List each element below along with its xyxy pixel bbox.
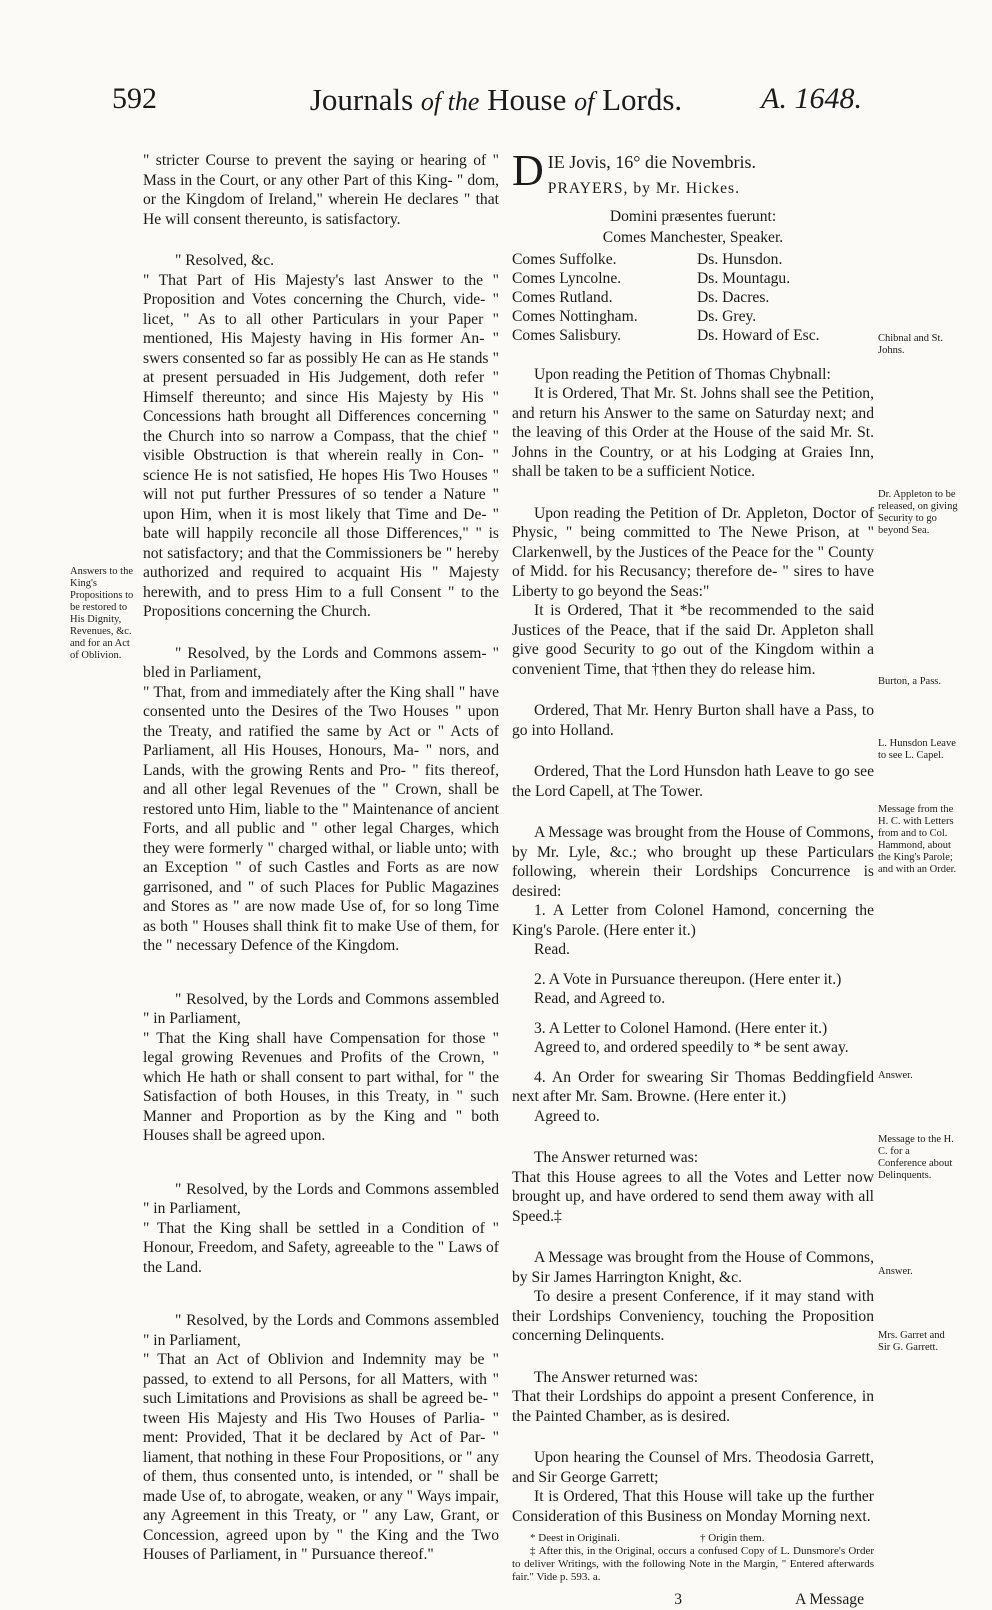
right-margin-note: Mrs. Garret and Sir G. Garrett. bbox=[878, 1330, 945, 1353]
catchword: A Message bbox=[795, 1591, 864, 1608]
attendee: Comes Salisbury. bbox=[512, 326, 622, 344]
footnote-b: † Origin them. bbox=[700, 1532, 765, 1544]
garrett-order: It is Ordered, That this House will take up the further Consideration of this Business on Monday Morning next. bbox=[512, 1488, 874, 1525]
item-1: 1. A Letter from Colonel Hamond, concerning the King's Parole. (Here enter it.) bbox=[512, 902, 874, 939]
right-margin-note: Message from the H. C. with Letters from and to Col. Hammond, about the King's Parole; and with an Order. bbox=[878, 804, 957, 875]
attendee: Comes Lyncolne. bbox=[512, 269, 622, 287]
answer-1: That this House agrees to all the Votes and Letter now brought up, and have ordered to send them away with all Speed.‡ bbox=[512, 1168, 874, 1225]
left-resolved-3: " Resolved, by the Lords and Commons assem- " bled in Parliament, bbox=[143, 644, 499, 681]
left-para-1: " stricter Course to prevent the saying or hearing of " Mass in the Court, or any other Part of this King- " dom, or the Kingdom of Ireland," wherein He declares " that He will consent thereunto, is satisfactory. bbox=[143, 152, 499, 228]
speaker-line: Comes Manchester, Speaker. bbox=[602, 229, 784, 246]
item-3-read: Agreed to, and ordered speedily to * be sent away. bbox=[534, 1039, 849, 1056]
item-4-read: Agreed to. bbox=[534, 1107, 600, 1125]
item-2: 2. A Vote in Pursuance thereupon. (Here enter it.) bbox=[534, 970, 842, 988]
right-margin-note: Message to the H. C. for a Conference about Delinquents. bbox=[878, 1134, 954, 1181]
title-house: House bbox=[487, 82, 567, 117]
attendee: Ds. Dacres. bbox=[697, 288, 770, 306]
attendee: Comes Suffolke. bbox=[512, 250, 617, 268]
burton-order: Ordered, That Mr. Henry Burton shall have a Pass, to go into Holland. bbox=[512, 702, 874, 739]
prayers-line: PRAYERS, by Mr. Hickes. bbox=[547, 180, 741, 197]
item-3: 3. A Letter to Colonel Hamond. (Here enter it.) bbox=[534, 1019, 828, 1037]
left-resolved-5: " Resolved, by the Lords and Commons assembled " in Parliament, bbox=[143, 1180, 499, 1217]
left-para-6: " That an Act of Oblivion and Indemnity may be " passed, to extend to all Persons, for all Matters, with " such Limitations and Provisions as shall be agreed be- " tween His Majesty and His Two Houses of Parlia- " ment: Provided, That it be declared by Act of Par- " liament, that nothing in these Four Propositions, or " any of them, thus consented unto, is intended, or " shall be made Use of, to abrogate, weaken, or any " Ways impair, any Agreement in this Treaty, or " any Law, Grant, or Concession, agreed upon by " the King and the Two Houses of Parliament, in " Pursuance thereof." bbox=[143, 1351, 499, 1563]
page-year: A. 1648. bbox=[761, 82, 862, 115]
answer-2-head: The Answer returned was: bbox=[534, 1368, 699, 1386]
page-number: 592 bbox=[112, 82, 157, 115]
date-text: IE Jovis, 16° die Novembris. bbox=[547, 152, 756, 172]
attendee: Comes Nottingham. bbox=[512, 307, 638, 325]
left-margin-note: Answers to the King's Propositions to be restored to His Dignity, Revenues, &c. and for an Act of Oblivion. bbox=[70, 566, 134, 661]
chybnall-petition: Upon reading the Petition of Thomas Chybnall: bbox=[534, 365, 831, 383]
attendee: Ds. Hunsdon. bbox=[697, 250, 783, 268]
answer-1-head: The Answer returned was: bbox=[534, 1149, 699, 1166]
item-1-read: Read. bbox=[534, 941, 570, 958]
appleton-order: It is Ordered, That it *be recommended to the said Justices of the Peace, that if the said Dr. Appleton shall give good Security to go out of the Kingdom within a convenient Time, that †then they do release him. bbox=[512, 602, 874, 678]
left-para-5: " That the King shall be settled in a Condition of " Honour, Freedom, and Safety, agreeable to the " Laws of the Land. bbox=[143, 1219, 499, 1276]
drop-cap: D bbox=[512, 146, 544, 195]
left-resolved-4: " Resolved, by the Lords and Commons assembled " in Parliament, bbox=[143, 990, 499, 1027]
signature-line bbox=[512, 1590, 874, 1610]
right-margin-note: Dr. Appleton to be released, on giving Security to go beyond Sea. bbox=[878, 489, 958, 536]
footnotes bbox=[512, 1532, 874, 1584]
left-resolved-2: " Resolved, &c. bbox=[175, 252, 275, 269]
left-para-4: " That the King shall have Compensation for those " legal growing Revenues and Profits of the Crown, " which He hath or shall consent to part withal, for " the Satisfaction of both Houses, in this Treaty, in " such Manner and Proportion as by the King and " both Houses shall be agreed upon. bbox=[143, 1029, 499, 1144]
present-line: Domini præsentes fuerunt: bbox=[609, 207, 777, 225]
hunsdon-order: Ordered, That the Lord Hunsdon hath Leave to go see the Lord Capell, at The Tower. bbox=[512, 763, 874, 800]
title-lords: Lords. bbox=[602, 82, 683, 117]
signature-mark: 3 bbox=[674, 1591, 683, 1608]
title-of: of bbox=[574, 87, 595, 116]
footnote-a: * Deest in Originali. bbox=[530, 1532, 620, 1544]
page-header bbox=[0, 82, 992, 124]
answer-2: That their Lordships do appoint a present Conference, in the Painted Chamber, as is desired. bbox=[512, 1388, 874, 1425]
attendee: Ds. Howard of Esc. bbox=[697, 326, 820, 344]
right-margin-note: Answer. bbox=[878, 1266, 913, 1277]
attendance-list bbox=[512, 250, 874, 345]
left-resolved-6: " Resolved, by the Lords and Commons assembled " in Parliament, bbox=[143, 1312, 499, 1349]
left-column bbox=[143, 151, 499, 1587]
right-margin-note: L. Hunsdon Leave to see L. Capel. bbox=[878, 738, 956, 761]
left-para-2: " That Part of His Majesty's last Answer to the " Proposition and Votes concerning the Church, vide- " licet, " As to all other Particulars in your Paper " mentioned, His Majesty having in His former An- " swers consented so far as possibly He can as He stands " at present persuaded in His Judgement, doth refer " Himself thereunto; and since His Majesty by His " Concessions hath brought all Differences concerning " the Church into so narrow a Compass, that the chief " visible Obstruction is that wherein really in Con- " science He is not satisfied, He hopes His Two Houses " will not put further Pressures of so tender a Nature " upon Him, when it is most likely that Time and De- " bate will happily reconcile all those Differences," " is not satisfactory; and that the Commissioners be " hereby authorized and required to acquaint His " Majesty herewith, and to press Him to a full Consent " to the Propositions concerning the Church. bbox=[143, 271, 499, 620]
left-para-3: " That, from and immediately after the King shall " have consented unto the Desires of the Two Houses " upon the Treaty, and ratified the same by Act or " Acts of Parliament, all His Houses, Honours, Ma- " nors, and Lands, with the growing Rents and Pro- " fits thereof, and all other legal Revenues of the " Crown, shall be restored unto Him, liable to the " Maintenance of ancient Forts, and all public and " other legal Charges, which they were formerly " charged withal, or liable unto; with an Exception " of such Castles and Forts as are now garrisoned, and " of such Places for Public Magazines and Stores as " are now made Use of, for so long Time as both " Houses shall think fit to make Use of them, for the " necessary Defence of the Kingdom. bbox=[143, 683, 499, 954]
appleton-petition: Upon reading the Petition of Dr. Appleton, Doctor of Physic, " being committed to The Newe Prison, at " Clarkenwell, by the Justices of the Peace for the " County of Midd. for his Recusancy; therefore de- " sires to have Liberty to go beyond the Seas:" bbox=[512, 504, 874, 600]
item-2-read: Read, and Agreed to. bbox=[534, 990, 666, 1007]
attendee: Ds. Grey. bbox=[697, 307, 757, 325]
right-margin-note: Answer. bbox=[878, 1070, 913, 1081]
title-of-the: of the bbox=[420, 87, 480, 116]
right-margin-note: Burton, a Pass. bbox=[878, 676, 941, 687]
attendee: Comes Rutland. bbox=[512, 288, 613, 306]
message-commons-2-body: To desire a present Conference, if it may stand with their Lordships Conveniency, touching the Proposition concerning Delinquents. bbox=[512, 1288, 874, 1344]
right-column bbox=[512, 146, 874, 1610]
chybnall-order: It is Ordered, That Mr. St. Johns shall see the Petition, and return his Answer to the same on Saturday next; and the leaving of this Order at the House of the said Mr. St. Johns in the Country, or at his Lodging at Graies Inn, shall be taken to be a sufficient Notice. bbox=[512, 385, 874, 480]
right-margin-note: Chibnal and St. Johns. bbox=[878, 333, 944, 356]
message-commons-2: A Message was brought from the House of Commons, by Sir James Harrington Knight, &c. bbox=[512, 1249, 874, 1286]
attendee: Ds. Mountagu. bbox=[697, 269, 791, 287]
item-4: 4. An Order for swearing Sir Thomas Beddingfield next after Mr. Sam. Browne. (Here enter it.) bbox=[512, 1068, 874, 1105]
message-commons-1: A Message was brought from the House of Commons, by Mr. Lyle, &c.; who brought up these Particulars following, wherein their Lordships Concurrence is desired: bbox=[512, 824, 874, 900]
footnote-c: ‡ After this, in the Original, occurs a confused Copy of L. Dunsmore's Order to deliver Writings, with the following Note in the Margin, " Entered afterwards fair." Vide p. 593. a. bbox=[512, 1545, 874, 1583]
title-journals: Journals bbox=[309, 82, 414, 117]
garrett-hearing: Upon hearing the Counsel of Mrs. Theodosia Garrett, and Sir George Garrett; bbox=[512, 1449, 874, 1486]
